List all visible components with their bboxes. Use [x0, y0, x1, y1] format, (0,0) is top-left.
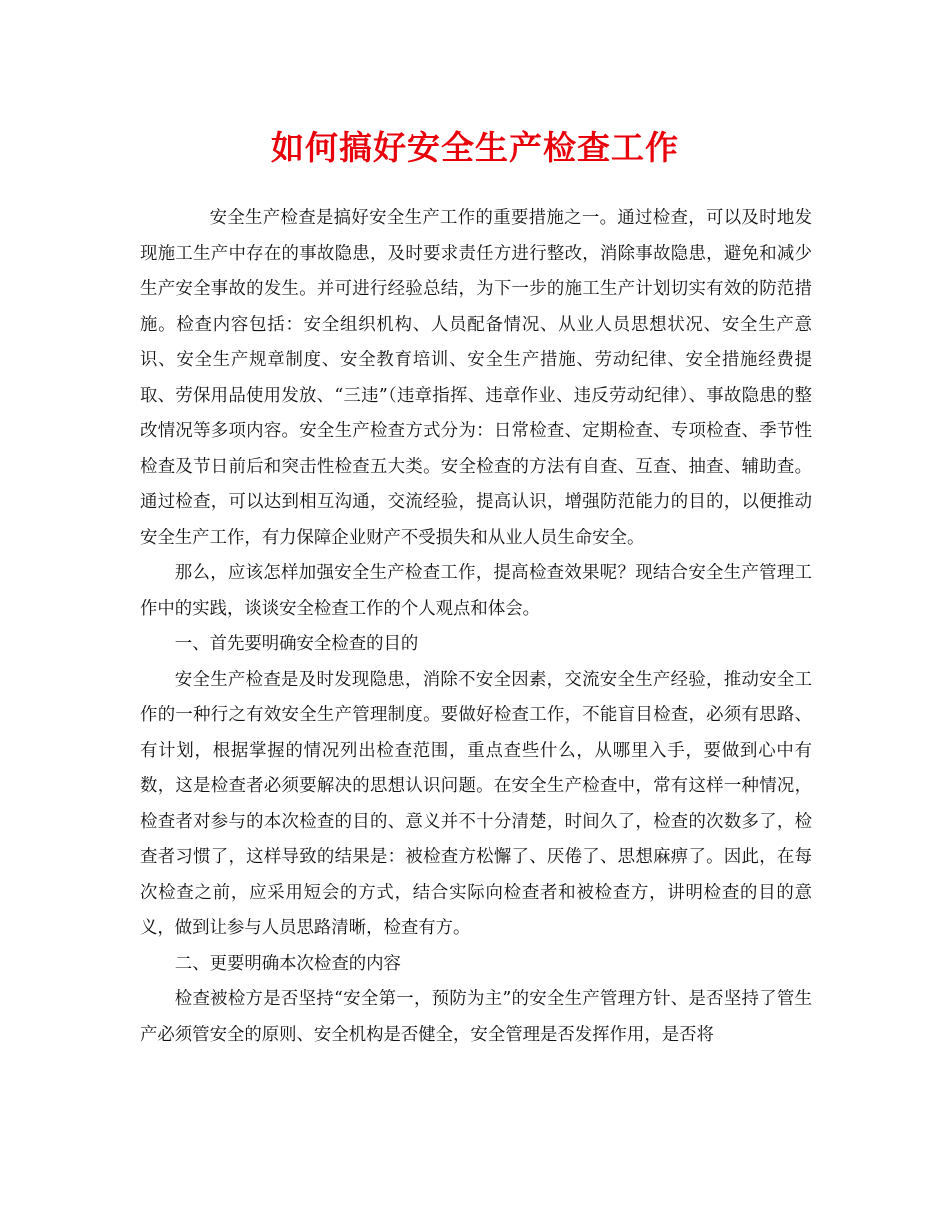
paragraph-section-1: 安全生产检查是及时发现隐患，消除不安全因素，交流安全生产经验，推动安全工作的一种行之有效安全生产管理制度。要做好检查工作，不能盲目检查，必须有思路、有计划，根据掌握的情况列出检查范围，重点查些什么，从哪里入手，要做到心中有数，这是检查者必须要解决的思想认识问题。在安全生产检查中，常有这样一种情况，检查者对参与的本次检查的目的、意义并不十分清楚，时间久了，检查的次数多了，检查者习惯了，这样导致的结果是：被检查方松懈了、厌倦了、思想麻痹了。因此，在每次检查之前，应采用短会的方式，结合实际向检查者和被检查方，讲明检查的目的意义，做到让参与人员思路清晰，检查有方。: [140, 669, 812, 938]
paragraph-intro: 安全生产检查是搞好安全生产工作的重要措施之一。通过检查，可以及时地发现施工生产中存在的事故隐患，及时要求责任方进行整改，消除事故隐患，避免和减少生产安全事故的发生。并可进行经验总结，为下一步的施工生产计划切实有效的防范措施。检查内容包括：安全组织机构、人员配备情况、从业人员思想状况、安全生产意识、安全生产规章制度、安全教育培训、安全生产措施、劳动纪律、安全措施经费提取、劳保用品使用发放、“三违”（违章指挥、违章作业、违反劳动纪律）、事故隐患的整改情况等多项内容。安全生产检查方式分为：日常检查、定期检查、专项检查、季节性检查及节日前后和突击性检查五大类。安全检查的方法有自查、互查、抽查、辅助查。通过检查，可以达到相互沟通，交流经验，提高认识，增强防范能力的目的，以便推动安全生产工作，有力保障企业财产不受损失和从业人员生命安全。: [140, 208, 812, 548]
document-title: 如何搞好安全生产检查工作: [271, 128, 679, 167]
paragraph-question: 那么，应该怎样加强安全生产检查工作，提高检查效果呢？现结合安全生产管理工作中的实践，谈谈安全检查工作的个人观点和体会。: [140, 563, 812, 619]
document-body: [140, 201, 812, 1053]
section-heading-1: 一、首先要明确安全检查的目的: [174, 634, 419, 654]
paragraph-section-2: 检查被检方是否坚持“安全第一，预防为主”的安全生产管理方针、是否坚持了管生产必须管安全的原则、安全机构是否健全，安全管理是否发挥作用，是否将: [140, 989, 812, 1045]
section-heading-2: 二、更要明确本次检查的内容: [174, 953, 401, 974]
